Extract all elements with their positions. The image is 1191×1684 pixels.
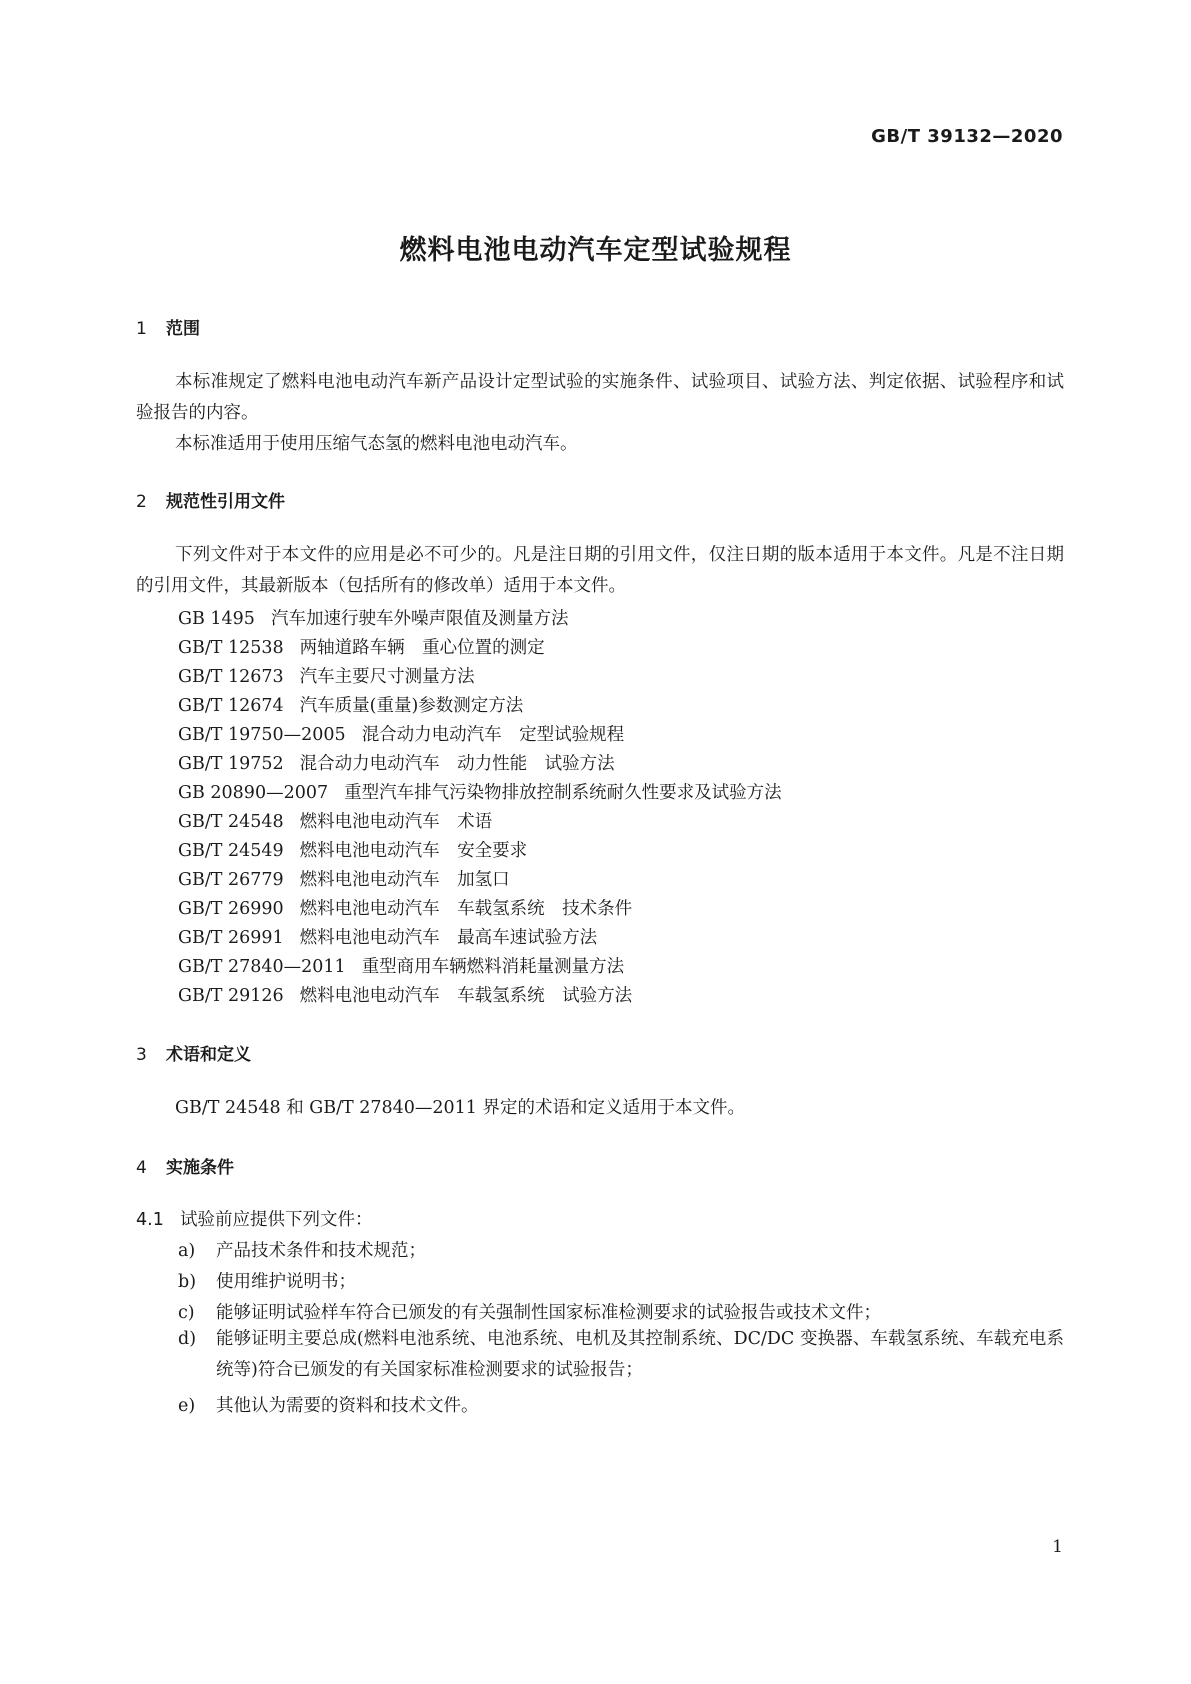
list-item [178, 1324, 1064, 1386]
list-marker: a) [178, 1241, 196, 1261]
reference-code: GB/T 29126 [178, 986, 284, 1006]
list-item [178, 1268, 356, 1293]
reference-name: 燃料电池电动汽车 车载氢系统 技术条件 [299, 899, 633, 919]
reference-name: 重型商用车辆燃料消耗量测量方法 [361, 957, 625, 977]
section-2-heading [136, 487, 285, 512]
clause-number: 4.1 [136, 1210, 164, 1230]
reference-item [178, 982, 632, 1007]
reference-item [178, 924, 597, 949]
list-item [178, 1299, 881, 1324]
reference-code: GB/T 24548 [178, 812, 284, 832]
reference-item [178, 605, 568, 630]
section-title: 范围 [166, 319, 200, 339]
list-marker: e) [178, 1396, 196, 1416]
reference-code: GB/T 12538 [178, 638, 284, 658]
reference-name: 汽车主要尺寸测量方法 [299, 667, 475, 687]
reference-name: 燃料电池电动汽车 术语 [299, 812, 493, 832]
list-item-text: 其他认为需要的资料和技术文件。 [216, 1396, 479, 1416]
reference-code: GB/T 27840—2011 [178, 957, 346, 977]
section-1-paragraph-1: 本标准规定了燃料电池电动汽车新产品设计定型试验的实施条件、试验项目、试验方法、判定依据、试验程序和试验报告的内容。 [136, 372, 1064, 423]
reference-item [178, 866, 510, 891]
reference-name: 混合动力电动汽车 定型试验规程 [361, 725, 625, 745]
section-3-heading [136, 1040, 251, 1065]
clause-text: 试验前应提供下列文件： [180, 1210, 373, 1230]
list-item-text: 能够证明试验样车符合已颁发的有关强制性国家标准检测要求的试验报告或技术文件； [216, 1303, 881, 1323]
section-1-paragraph-2: 本标准适用于使用压缩气态氢的燃料电池电动汽车。 [175, 434, 578, 454]
reference-item [178, 750, 615, 775]
list-marker: c) [178, 1303, 195, 1323]
page-number: 1 [1052, 1537, 1063, 1557]
reference-code: GB/T 19752 [178, 754, 284, 774]
list-item-text: 使用维护说明书； [216, 1272, 356, 1292]
reference-name: 混合动力电动汽车 动力性能 试验方法 [299, 754, 615, 774]
reference-name: 汽车质量(重量)参数测定方法 [299, 696, 524, 716]
section-title: 术语和定义 [166, 1045, 251, 1065]
section-number: 4 [136, 1158, 147, 1178]
reference-name: 重型汽车排气污染物排放控制系统耐久性要求及试验方法 [344, 783, 782, 803]
section-number: 1 [136, 319, 147, 339]
section-3-paragraph: GB/T 24548 和 GB/T 27840—2011 界定的术语和定义适用于本文件。 [175, 1098, 746, 1118]
list-item-text: 产品技术条件和技术规范； [216, 1241, 426, 1261]
reference-name: 燃料电池电动汽车 加氢口 [299, 870, 510, 890]
reference-code: GB/T 12674 [178, 696, 284, 716]
reference-name: 燃料电池电动汽车 最高车速试验方法 [299, 928, 598, 948]
reference-name: 汽车加速行驶车外噪声限值及测量方法 [270, 609, 569, 629]
reference-code: GB 1495 [178, 609, 255, 629]
reference-code: GB/T 19750—2005 [178, 725, 346, 745]
standard-number: GB/T 39132—2020 [871, 126, 1063, 147]
reference-item [178, 692, 523, 717]
section-4-heading [136, 1153, 234, 1178]
section-2-intro: 下列文件对于本文件的应用是必不可少的。凡是注日期的引用文件，仅注日期的版本适用于本文件。凡是不注日期的引用文件，其最新版本（包括所有的修改单）适用于本文件。 [136, 545, 1064, 596]
document-title: 燃料电池电动汽车定型试验规程 [399, 235, 792, 266]
section-title: 规范性引用文件 [166, 492, 285, 512]
reference-item [178, 779, 782, 804]
clause-4-1 [136, 1206, 373, 1231]
reference-item [178, 663, 475, 688]
list-marker: d) [178, 1329, 197, 1349]
reference-code: GB/T 26779 [178, 870, 284, 890]
reference-item [178, 808, 492, 833]
reference-code: GB/T 24549 [178, 841, 284, 861]
reference-name: 燃料电池电动汽车 车载氢系统 试验方法 [299, 986, 633, 1006]
reference-item [178, 953, 624, 978]
reference-code: GB/T 26991 [178, 928, 284, 948]
section-title: 实施条件 [166, 1158, 234, 1178]
reference-code: GB/T 12673 [178, 667, 284, 687]
reference-item [178, 721, 624, 746]
reference-name: 两轴道路车辆 重心位置的测定 [299, 638, 545, 658]
list-item-text: 能够证明主要总成(燃料电池系统、电池系统、电机及其控制系统、DC/DC 变换器、车载氢系统、车载充电系统等)符合已颁发的有关国家标准检测要求的试验报告； [216, 1329, 1064, 1380]
reference-item [178, 837, 527, 862]
reference-code: GB 20890—2007 [178, 783, 329, 803]
section-number: 2 [136, 492, 147, 512]
reference-code: GB/T 26990 [178, 899, 284, 919]
reference-item [178, 634, 545, 659]
list-marker: b) [178, 1272, 197, 1292]
section-number: 3 [136, 1045, 147, 1065]
reference-item [178, 895, 632, 920]
section-1-heading [136, 314, 200, 339]
list-item [178, 1237, 426, 1262]
list-item [178, 1392, 479, 1417]
reference-name: 燃料电池电动汽车 安全要求 [299, 841, 528, 861]
